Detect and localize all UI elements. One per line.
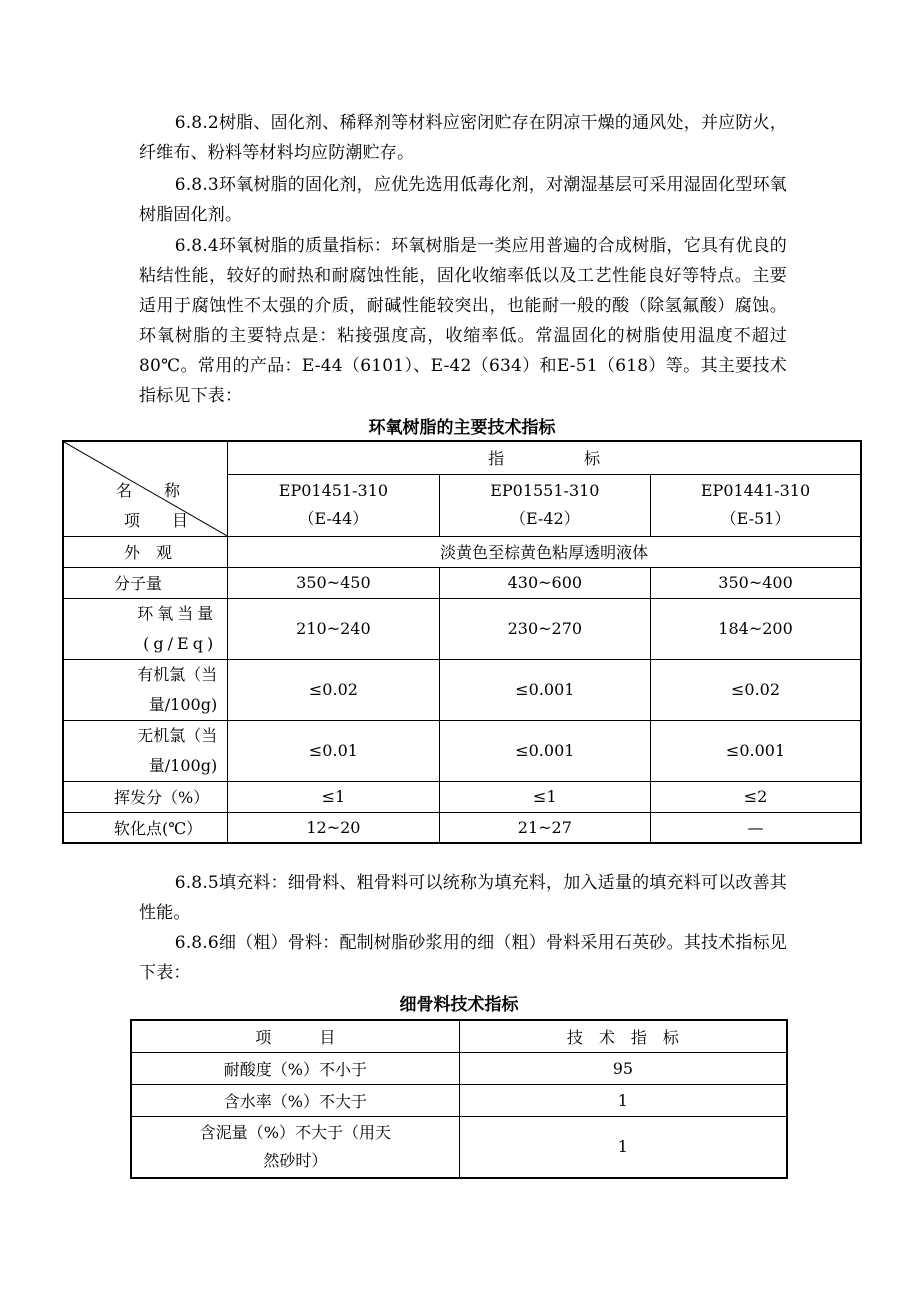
product-e42: EP01551-310 （E-42） [439, 474, 650, 536]
row-label: 耐酸度（%）不小于 [131, 1052, 459, 1084]
row-label: 软化点(℃） [63, 812, 228, 843]
cell: ≤1 [439, 781, 650, 812]
header-item: 项 目 [124, 511, 189, 530]
table2-caption: 细骨料技术指标 [399, 995, 519, 1015]
row-label: 分子量 [63, 567, 228, 598]
cell: 230~270 [439, 598, 650, 659]
cell: 12~20 [228, 812, 439, 843]
cell: ≤1 [228, 781, 439, 812]
cell: 350~450 [228, 567, 439, 598]
cell: 184~200 [651, 598, 861, 659]
product-e44: EP01451-310 （E-44） [228, 474, 439, 536]
paragraph-6-8-2: 6.8.2树脂、固化剂、稀释剂等材料应密闭贮存在阴凉干燥的通风处，并应防火，纤维布、粉料等材料均应防潮贮存。 [139, 113, 787, 163]
cell: ≤0.01 [228, 720, 439, 781]
cell: 1 [459, 1084, 787, 1116]
paragraph-6-8-3: 6.8.3环氧树脂的固化剂，应优先选用低毒化剂，对潮湿基层可采用湿固化型环氧树脂固化剂。 [139, 175, 787, 225]
row-label: 有机氯（当量/100g) [63, 659, 228, 720]
cell: ≤0.001 [439, 720, 650, 781]
row-label: 环氧当量(g/Eq) [63, 598, 228, 659]
fine-aggregate-table [130, 1019, 788, 1179]
header-item: 项 目 [131, 1020, 459, 1052]
cell: ≤2 [651, 781, 861, 812]
cell: ≤0.02 [651, 659, 861, 720]
cell: 1 [459, 1116, 787, 1178]
row-appearance-label: 外 观 [63, 536, 228, 567]
cell: 210~240 [228, 598, 439, 659]
header-index: 指 标 [228, 441, 861, 474]
cell: 21~27 [439, 812, 650, 843]
row-label: 挥发分（%） [63, 781, 228, 812]
row-label: 含水率（%）不大于 [131, 1084, 459, 1116]
cell: ≤0.001 [439, 659, 650, 720]
row-label: 含泥量（%）不大于（用天然砂时） [131, 1116, 459, 1178]
header-name: 名 称 [116, 481, 181, 500]
table1-caption: 环氧树脂的主要技术指标 [368, 418, 556, 438]
cell: — [651, 812, 861, 843]
paragraph-6-8-4: 6.8.4环氧树脂的质量指标：环氧树脂是一类应用普遍的合成树脂，它具有优良的粘结性能，较好的耐热和耐腐蚀性能，固化收缩率低以及工艺性能良好等特点。主要适用于腐蚀性不太强的介质，耐碱性能较突出，也能耐一般的酸（除氢氟酸）腐蚀。环氧树脂的主要特点是：粘接强度高，收缩率低。常温固化的树脂使用温度不超过80℃。常用的产品：E-44（6101）、E-42（634）和E-51（618）等。其主要技术指标见下表： [139, 236, 787, 406]
diagonal-header-cell [63, 441, 228, 536]
cell: 95 [459, 1052, 787, 1084]
epoxy-spec-table [62, 440, 862, 844]
paragraph-6-8-6: 6.8.6细（粗）骨料：配制树脂砂浆用的细（粗）骨料采用石英砂。其技术指标见下表： [139, 933, 787, 983]
cell: 350~400 [651, 567, 861, 598]
cell: 430~600 [439, 567, 650, 598]
product-e51: EP01441-310 （E-51） [651, 474, 861, 536]
row-appearance-value: 淡黄色至棕黄色粘厚透明液体 [228, 536, 861, 567]
row-label: 无机氯（当量/100g) [63, 720, 228, 781]
paragraph-6-8-5: 6.8.5填充料：细骨料、粗骨料可以统称为填充料，加入适量的填充料可以改善其性能。 [139, 873, 787, 923]
cell: ≤0.001 [651, 720, 861, 781]
cell: ≤0.02 [228, 659, 439, 720]
header-value: 技 术 指 标 [459, 1020, 787, 1052]
